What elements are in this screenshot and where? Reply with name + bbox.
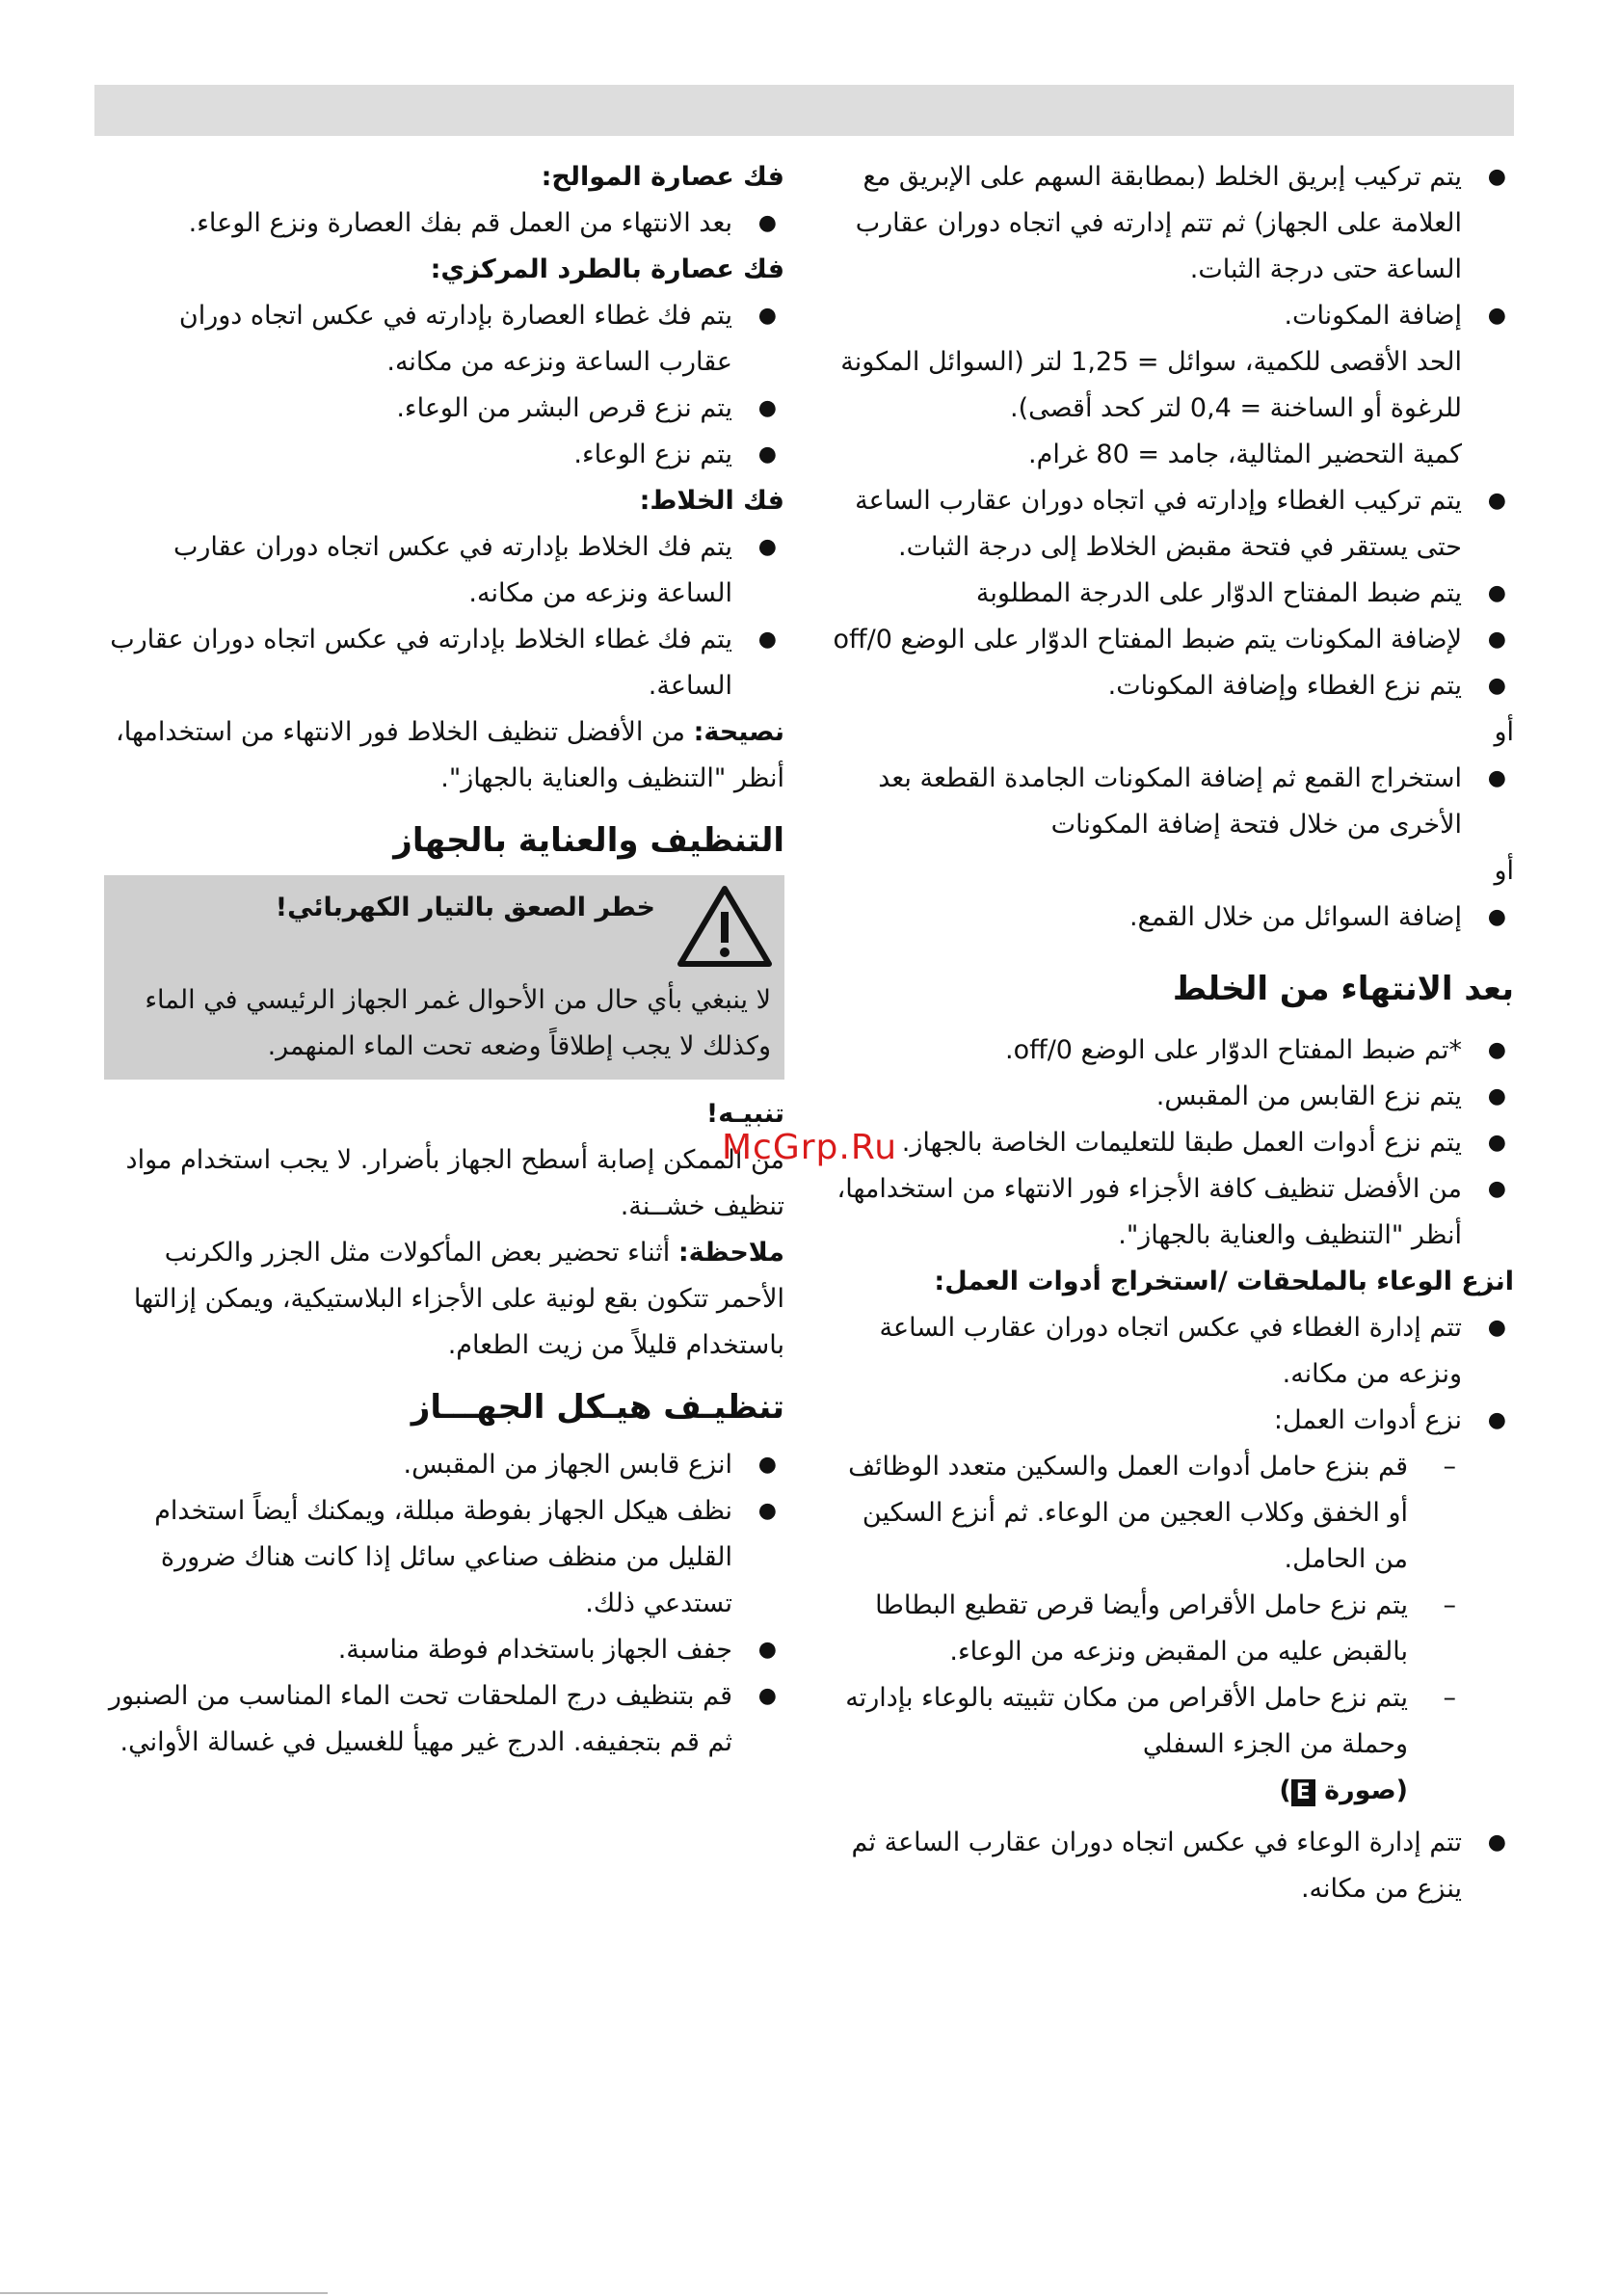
bullet-icon: ● [1487,165,1506,189]
list-item: ● يتم نزع الوعاء. [104,432,784,478]
bullet-icon: ● [1487,581,1506,605]
sub-list-item: – يتم نزع حامل الأقراص وأيضا قرص تقطيع البطاطا بالقبض عليه من المقبض ونزعه من الوعاء. [827,1583,1514,1675]
or-separator: أو [1494,717,1514,747]
list-item: ● يتم تركيب إبريق الخلط (بمطابقة السهم على الإبريق مع العلامة على الجهاز) ثم تتم إدارته في اتجاه دوران عقارب الساعة حتى درجة الثبات. [827,154,1514,293]
subheading-remove-bowl: انزع الوعاء بالملحقات /استخراج أدوات العمل: [934,1267,1514,1296]
list-item: ● يتم ضبط المفتاح الدوّار على الدرجة المطلوبة [827,571,1514,617]
header-bar [94,85,1514,136]
subheading-citrus-press: فك عصارة الموالح: [541,162,784,192]
figure-e-icon: E [1291,1779,1315,1806]
list-item: ● لإضافة المكونات يتم ضبط المفتاح الدوّار على الوضع off/0 [827,617,1514,663]
list-item: ● يتم فك غطاء الخلاط بإدارته في عكس اتجاه دوران عقارب الساعة. [104,617,784,709]
bullet-icon: ● [1487,1084,1506,1108]
sub-list-item: – قم بنزع حامل أدوات العمل والسكين متعدد الوظائف أو الخفق وكلاب العجين من الوعاء. ثم أنزع السكين من الحامل. [827,1444,1514,1583]
bullet-icon: ● [757,1684,777,1708]
caution-text: من الممكن إصابة أسطح الجهاز بأضرار. لا يجب استخدام مواد تنظيف خشــنة. [125,1145,784,1221]
bullet-icon: ● [1487,627,1506,652]
bullet-icon: ● [1487,674,1506,698]
list-item: ● يتم فك غطاء العصارة بإدارته في عكس اتجاه دوران عقارب الساعة ونزعه من مكانه. [104,293,784,386]
list-item: ● يتم نزع الغطاء وإضافة المكونات. [827,663,1514,709]
list-item: ● نظف هيكل الجهاز بفوطة مبللة، ويمكنك أيضاً استخدام القليل من منظف صناعي سائل إذا كانت هناك ضرورة تستدعي ذلك. [104,1488,784,1627]
bullet-icon: ● [757,211,777,235]
bullet-icon: ● [1487,1038,1506,1062]
left-column [104,154,784,1766]
note-paragraph: ملاحظة: أثناء تحضير بعض المأكولات مثل الجزر والكرنب الأحمر تتكون بقع لونية على الأجزاء البلاستيكية، ويمكن إزالتها باستخدام قليلاً من زيت الطعام. [133,1238,784,1360]
bullet-icon: ● [757,1499,777,1523]
dash-icon: – [1443,1452,1456,1482]
bullet-icon: ● [1487,1131,1506,1155]
bullet-icon: ● [757,535,777,559]
bullet-icon: ● [1487,1830,1506,1855]
bullet-icon: ● [1487,905,1506,929]
sub-list-item: – يتم نزع حامل الأقراص من مكان تثبيته بالوعاء بإدارته وحملة من الجزء السفلي (صورة E) [827,1675,1514,1814]
bullet-icon: ● [1487,304,1506,328]
list-item: ● جفف الجهاز باستخدام فوطة مناسبة. [104,1627,784,1673]
bullet-icon: ● [757,442,777,467]
list-item: ● تتم إدارة الغطاء في عكس اتجاه دوران عقارب الساعة ونزعه من مكانه. [827,1305,1514,1398]
dash-icon: – [1443,1683,1456,1713]
subheading-centrifugal-juicer: فك عصارة بالطرد المركزي: [430,254,784,284]
list-item: ● يتم نزع أدوات العمل طبقا للتعليمات الخاصة بالجهاز. [827,1120,1514,1166]
list-item: ● من الأفضل تنظيف كافة الأجزاء فور الانتهاء من استخدامها، أنظر "التنظيف والعناية بالجهاز". [827,1166,1514,1259]
right-column [827,154,1514,1912]
subheading-blender: فك الخلاط: [639,486,784,516]
bullet-icon: ● [757,1453,777,1477]
list-item: ● يتم تركيب الغطاء وإدارته في اتجاه دوران عقارب الساعة حتى يستقر في فتحة مقبض الخلاط إلى درجة الثبات. [827,478,1514,571]
list-item: ● قم بتنظيف درج الملحقات تحت الماء المناسب من الصنبور ثم قم بتجفيفه. الدرج غير مهيأ للغسيل في غسالة الأواني. [104,1673,784,1766]
bullet-icon: ● [757,396,777,420]
warning-text: لا ينبغي بأي حال من الأحوال غمر الجهاز الرئيسي في الماء وكذلك لا يجب إطلاقاً وضعه تحت الماء المنهمر. [145,985,771,1061]
bullet-icon: ● [757,304,777,328]
list-item: ● نزع أدوات العمل: [827,1398,1514,1444]
tip-paragraph: نصيحة: من الأفضل تنظيف الخلاط فور الانتهاء من استخدامها، أنظر "التنظيف والعناية بالجهاز". [116,717,784,793]
section-heading-cleaning: التنظيف والعناية بالجهاز [393,821,784,860]
footer-line [0,2292,328,2294]
list-item: ● يتم نزع القابس من المقبس. [827,1074,1514,1120]
list-item: ● انزع قابس الجهاز من المقبس. [104,1442,784,1488]
list-item: ● إضافة السوائل من خلال القمع. [827,894,1514,941]
list-item: ● يتم نزع قرص البشر من الوعاء. [104,386,784,432]
section-heading-after-mixing: بعد الانتهاء من الخلط [1172,970,1514,1008]
bullet-icon: ● [1487,766,1506,790]
caution-title: تنبيـه! [705,1099,784,1129]
bullet-icon: ● [1487,1316,1506,1340]
list-item: ● إضافة المكونات. الحد الأقصى للكمية، سوائل = 1,25 لتر (السوائل المكونة للرغوة أو الساخنة = 0,4 لتر كحد أقصى). كمية التحضير المثالية، جامد = 80 غرام. [827,293,1514,478]
list-item: ● *تم ضبط المفتاح الدوّار على الوضع off/0. [827,1028,1514,1074]
list-item: ● استخراج القمع ثم إضافة المكونات الجامدة القطعة بعد الأخرى من خلال فتحة إضافة المكونات [827,756,1514,848]
bullet-icon: ● [757,627,777,652]
warning-box [104,875,784,1080]
watermark-text: McGrp.Ru [722,1128,898,1167]
list-item: ● يتم فك الخلاط بإدارته في عكس اتجاه دوران عقارب الساعة ونزعه من مكانه. [104,524,784,617]
bullet-icon: ● [757,1638,777,1662]
section-heading-body-cleaning: تنظيـف هيـكل الجهـــاز [411,1388,784,1427]
bullet-icon: ● [1487,1408,1506,1432]
bullet-icon: ● [1487,1177,1506,1201]
warning-title: خطر الصعق بالتيار الكهربائي! [275,893,655,922]
dash-icon: – [1443,1590,1456,1620]
bullet-icon: ● [1487,489,1506,513]
list-item: ● بعد الانتهاء من العمل قم بفك العصارة ونزع الوعاء. [104,200,784,247]
or-separator: أو [1494,856,1514,886]
warning-triangle-icon [677,885,773,968]
list-item: ● تتم إدارة الوعاء في عكس اتجاه دوران عقارب الساعة ثم ينزع من مكانه. [827,1820,1514,1912]
